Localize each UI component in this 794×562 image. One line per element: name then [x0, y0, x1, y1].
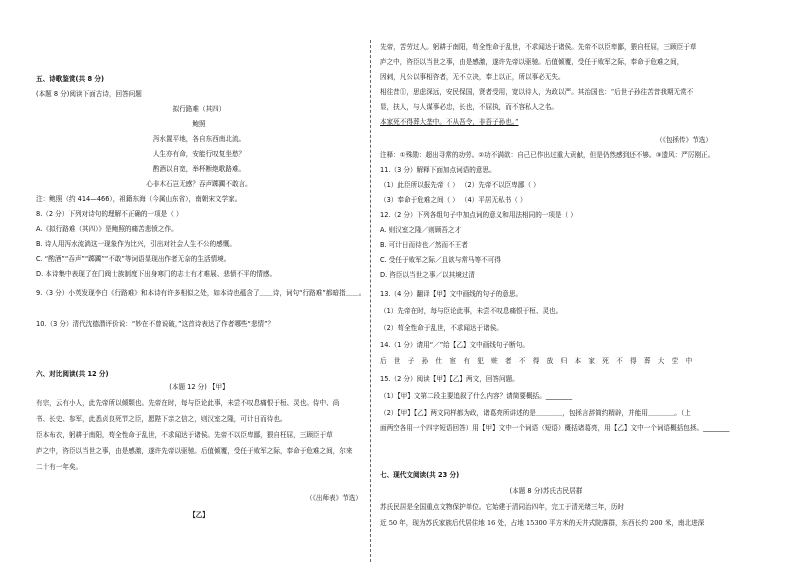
passage-source: （《包拯传》节选）: [655, 136, 712, 144]
section-7-heading: 七、现代文阅读(共 23 分): [380, 471, 460, 479]
option-b: B. 可计日而待也／然而不王者: [380, 241, 468, 249]
question-14: 14.（1 分）请用“／”给【乙】文中画线句子断句。: [380, 341, 529, 349]
option-a: A. 则汉室之隆／则顾吾之才: [380, 226, 462, 234]
question-11-items: （3）奉命于危难之间（ ） （4）平居无私书（ ）: [380, 196, 527, 204]
option-b: B. 诗人用泻水流淌这一现象作为比兴，引出对社会人生不公的感慨。: [36, 240, 236, 248]
poem-line: 人生亦有命，安能行叹复坐愁？: [152, 150, 246, 158]
option-c: C. “酌酒”“吞声”“踯躅”“不敢”等词语显现出作者无奈的生活情境。: [36, 255, 231, 263]
poem-line: 酌酒以自宽，举杯断绝歌路难。: [152, 165, 246, 173]
section-5-heading: 五、诗歌鉴赏(共 8 分): [36, 75, 104, 83]
passage-yi-label: 【乙】: [189, 511, 209, 519]
passage-line: 二十有一年矣。: [36, 463, 83, 471]
option-d: D. 本诗集中表现了在门阀士族制度下出身寒门的志士有才难展、悲愤不平的情感。: [36, 270, 277, 278]
question-15-part: （2）【甲】【乙】两文同样都为政，诸葛亮所讲述的是＿＿＿＿，包拯言辞简约精辟，并能用＿＿＿＿。（上: [380, 409, 691, 417]
passage-line: 庐之中，咨臣以当世之事，由是感激，遂许先帝以驱驰。后值倾覆，受任于败军之际，奉命于危难之间，尔来: [36, 447, 353, 455]
poem-title: 拟行路难（其四）: [172, 105, 226, 113]
question-15-part: （1）【甲】文第二段主要追叙了什么内容？请简要概括。________: [380, 392, 573, 400]
passage-line: 近 50 年，现为苏氏家族后代居住地 16 处，占地 15300 平方米的天井式院落群，东西长约 200 米，南北进深: [380, 519, 705, 527]
question-13: 13.（4 分）翻译【甲】文中画线的句子的意思。: [380, 290, 523, 298]
passage-line: 先帝，苦劳过人。躬耕于南阳，苟全性命于乱世，不求闻达于诸侯。先帝不以臣卑鄙，猥自枉屈，三顾臣于草: [380, 43, 697, 51]
question-14-text: 后 世 子 孙 仕 宦 有 犯 赃 者 不 得 放 归 本 家 死 不 得 葬 大 茔 中: [380, 357, 695, 365]
question-13-item: （2）苟全性命于乱世，不求闻达于诸侯。: [380, 324, 503, 332]
section-6-heading: 六、对比阅读(共 12 分): [36, 370, 109, 378]
option-d: D. 咨臣以当世之事／以其境过清: [380, 271, 475, 279]
question-11-items: （1）此臣所以报先帝（ ） （2）先帝不以臣卑鄙（ ）: [380, 181, 540, 189]
passage-line: 因刺，凡公以事相咨者，无不立决，奉上以正，所以事必无失。: [380, 73, 565, 81]
passage-line: 显，扶人，与人谋事必忠，长也，不屈执，而不容私人之名。: [380, 103, 559, 111]
poem-author: 鲍照: [192, 120, 206, 128]
question-15-part: 面两空各用一个四字短语回答）用【甲】文中一个词语（短语）概括诸葛亮，用【乙】文中一个词语概括包拯。________: [380, 424, 730, 432]
question-9: 9.（3 分）小英发现李白《行路难》和本诗有许多相似之处，如本诗也蕴含了＿＿诗，词句“行路难”都暗指＿＿。: [36, 289, 366, 297]
passage-note: 注释：①殊勋：超出寻常的功劳。②功不满欲：自己已作出过重大贡献，但是仍然感到还不够。③遗风：严厉刚正。: [380, 151, 715, 159]
question-13-item: （1）先帝在时，每与臣论此事，未尝不叹息痛恨于桓、灵也。: [380, 307, 563, 315]
column-divider: [370, 40, 371, 562]
option-a: A.《拟行路难（其四）》是鲍照的痛苦悲愤之作。: [36, 225, 178, 233]
passage-line: 有宗，云有小人，此先帝所以倾颓也。先帝在时，每与臣论此事，未尝不叹息痛恨于桓、灵也。侍中、尚: [36, 399, 340, 407]
passage-line: 书、长史、参军，此悉贞良死节之臣，愿陛下亲之信之，则汉室之隆，可计日而待也。: [36, 415, 287, 423]
question-11: 11.（3 分）解释下面加点词语的意思。: [380, 166, 496, 174]
section-7-subtitle: (本题 8 分)苏氏古民居群: [509, 487, 583, 495]
poem-line: 泻水置平地，各自东西南北流。: [152, 135, 246, 143]
poem-note: 注：鲍照（约 414—466），祖籍东海（今属山东省），南朝宋文学家。: [36, 195, 242, 203]
passage-line: 臣本布衣，躬耕于南阳，苟全性命于乱世，不求闻达于诸侯。先帝不以臣卑鄙，猥自枉屈，三顾臣于草: [36, 431, 333, 439]
section-5-intro: (本题 8 分)阅读下面古诗，回答问题: [36, 90, 142, 98]
question-10: 10.（3 分）清代沈德潜评价说：“妙在不曾说破，”这首诗表达了作者哪些“悲情”？: [36, 320, 275, 328]
question-8: 8.（2 分）下列对诗句的理解不正确的一项是（ ）: [36, 210, 183, 218]
poem-line: 心非木石岂无感？吞声踯躅不敢言。: [146, 180, 252, 188]
passage-jia-label: (本题 12 分) 【甲】: [169, 383, 229, 391]
passage-line: 相往昔①，思虑深远，安民保国，贤者受用，宽以待人，为政以严。其治国也：“后世子孙往苦昔我期无赏不: [380, 88, 694, 96]
passage-line-underlined: 本家死不得葬大垄中。不从吾令，非吾子孙也。”: [380, 118, 519, 126]
passage-line: 苏氏民居是全国重点文物保护单位。它始建于清同治四年，完工于清光绪三年，历时: [380, 503, 624, 511]
option-c: C. 受任于败军之际／且欲与常马等不可得: [380, 256, 501, 264]
question-15: 15.（2 分）阅读【甲】【乙】两文，回答问题。: [380, 375, 519, 383]
question-12: 12.（2 分）下列各组句子中加点词的意义和用法相同的一项是（ ）: [380, 211, 577, 219]
passage-line: 庐之中，咨臣以当世之事，由是感激，遂许先帝以驱驰。后值倾覆，受任于败军之际，奉命于危难之间，: [380, 58, 684, 66]
passage-source: （《出师表》节选）: [305, 494, 362, 502]
